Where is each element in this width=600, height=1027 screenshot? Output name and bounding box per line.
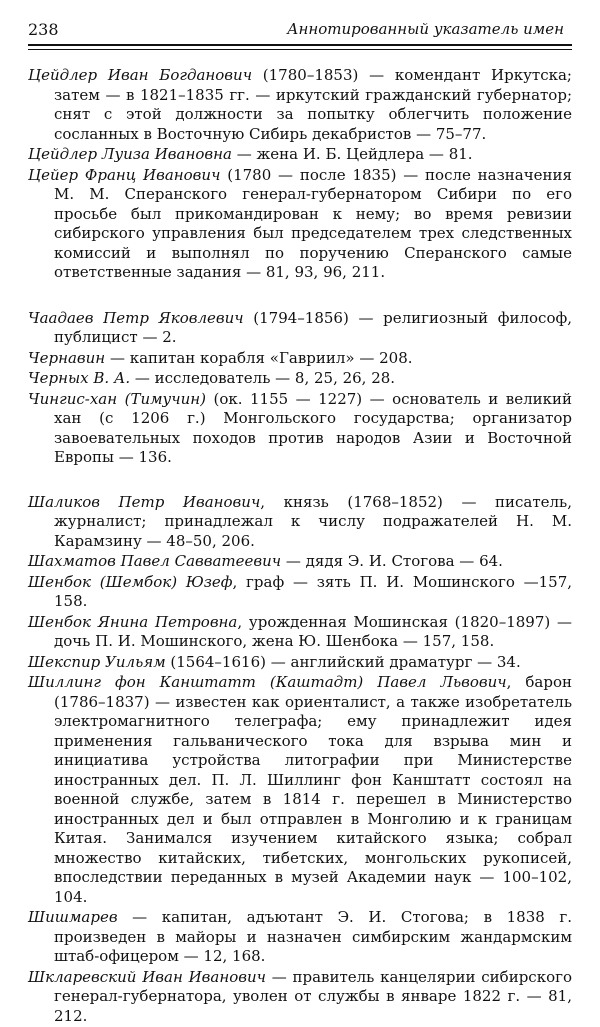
page-number: 238: [28, 20, 59, 39]
index-entry: [28, 390, 572, 468]
entry-text: (1780–1853) — комендант Иркутска; затем — в 1821–1835 гг. — иркутский гражданский губернатор; снят с этой должности за попытку облегчить положение сосланных в Восточную Сибирь декабристов — 75–77.: [54, 66, 572, 143]
index-entry: [28, 309, 572, 348]
entry-text: , барон (1786–1837) — известен как ориенталист, а также изобретатель электромагнитного телеграфа; ему принадлежит идея применения гальванического тока для взрыва мин и инициатива устройства литографии при Министерстве иностранных дел. П. Л. Шиллинг фон Канштатт состоял на военной службе, затем в 1814 г. перешел в Министерство иностранных дел и был отправлен в Монголию и к границам Китая. Занимался изучением китайского языка; собрал множество китайских, тибетских, монгольских рукописей, впоследствии переданных в музей Академии наук — 100–102, 104.: [54, 673, 572, 906]
entry-text: — капитан корабля «Гавриил» — 208.: [105, 348, 413, 367]
index-entry: [28, 968, 572, 1027]
entry-text: , князь (1768–1852) — писатель, журналист; принадлежал к числу подражателей Н. М. Карамзину — 48–50, 206.: [54, 492, 572, 550]
entry-name: Шенбок Янина Петровна: [28, 612, 238, 631]
index-section-sh: [28, 493, 572, 1027]
page-header: [28, 14, 572, 48]
index-entry: [28, 166, 572, 283]
entry-name: Шенбок (Шембок) Юзеф: [28, 572, 233, 591]
index-entry: [28, 349, 572, 369]
entry-name: Шиллинг фон Канштатт (Каштадт) Павел Львович: [28, 673, 507, 691]
index-entry: [28, 493, 572, 552]
index-section-ts: [28, 66, 572, 283]
section-gap: [28, 469, 572, 493]
entry-text: — жена И. Б. Цейдлера — 81.: [231, 145, 473, 163]
entry-text: — дядя Э. И. Стогова — 64.: [281, 552, 503, 570]
index-entry: [28, 369, 572, 389]
entry-text: , урожденная Мошинская (1820–1897) — дочь П. И. Мошинского, жена Ю. Шенбока — 157, 158.: [54, 612, 572, 650]
entry-text: (1794–1856) — религиозный философ, публицист — 2.: [54, 308, 572, 346]
index-section-ch: [28, 309, 572, 468]
entry-text: — правитель канцелярии сибирского генерал-губернатора, уволен от службы в январе 1822 г. — 81, 212.: [54, 967, 572, 1025]
entry-text: — капитан, адъютант Э. И. Стогова; в 1838 г. произведен в майоры и назначен симбирским жандармским штаб-офицером — 12, 168.: [54, 908, 572, 965]
index-entry: [28, 552, 572, 572]
index-entry: [28, 145, 572, 165]
index-entry: [28, 653, 572, 673]
entry-text: (1780 — после 1835) — после назначения М. М. Сперанского генерал-губернатором Сибири по его просьбе был прикомандирован к нему; во время ревизии сибирского управления был председателем трех следственных комиссий и выполнял по поручению Сперанского самые ответственные задания — 81, 93, 96, 211.: [54, 165, 572, 281]
entry-name: Шклаpевский Иван Иванович: [28, 967, 266, 986]
header-rule-thin: [28, 49, 572, 50]
index-entry: [28, 673, 572, 907]
entry-name: Шаликов Петр Иванович: [28, 492, 261, 511]
entry-text: (ок. 1155 — 1227) — основатель и великий хан (с 1206 г.) Монгольского государства; организатор завоевательных походов против народов Азии и Восточной Европы — 136.: [54, 389, 572, 466]
header-rule-thick: [28, 44, 572, 46]
entry-name: Цейдлер Иван Богданович: [28, 66, 253, 84]
index-entry: [28, 613, 572, 652]
entry-name: Шишмарев: [28, 908, 118, 926]
entry-name: Черных В. А.: [28, 369, 131, 387]
entry-name: Чаадаев Петр Яковлевич: [28, 308, 244, 327]
entry-text: , граф — зять П. И. Мошинского —157, 158.: [54, 572, 573, 610]
section-gap: [28, 284, 572, 309]
name-index: [28, 66, 572, 1027]
index-entry: [28, 573, 572, 612]
entry-name: Чингис-хан (Тимучин): [28, 389, 206, 408]
entry-name: Цейдлер Луиза Ивановна: [28, 145, 232, 163]
running-title: Аннотированный указатель имен: [287, 20, 564, 38]
entry-text: — исследователь — 8, 25, 26, 28.: [130, 369, 396, 387]
entry-name: Шекспир Уильям: [28, 652, 166, 671]
entry-name: Шахматов Павел Савватеевич: [28, 552, 282, 570]
index-entry: [28, 66, 572, 144]
index-entry: [28, 908, 572, 967]
entry-name: Цейер Франц Иванович: [28, 165, 221, 184]
entry-text: (1564–1616) — английский драматург — 34.: [165, 652, 521, 671]
entry-name: Чернавин: [28, 348, 106, 367]
